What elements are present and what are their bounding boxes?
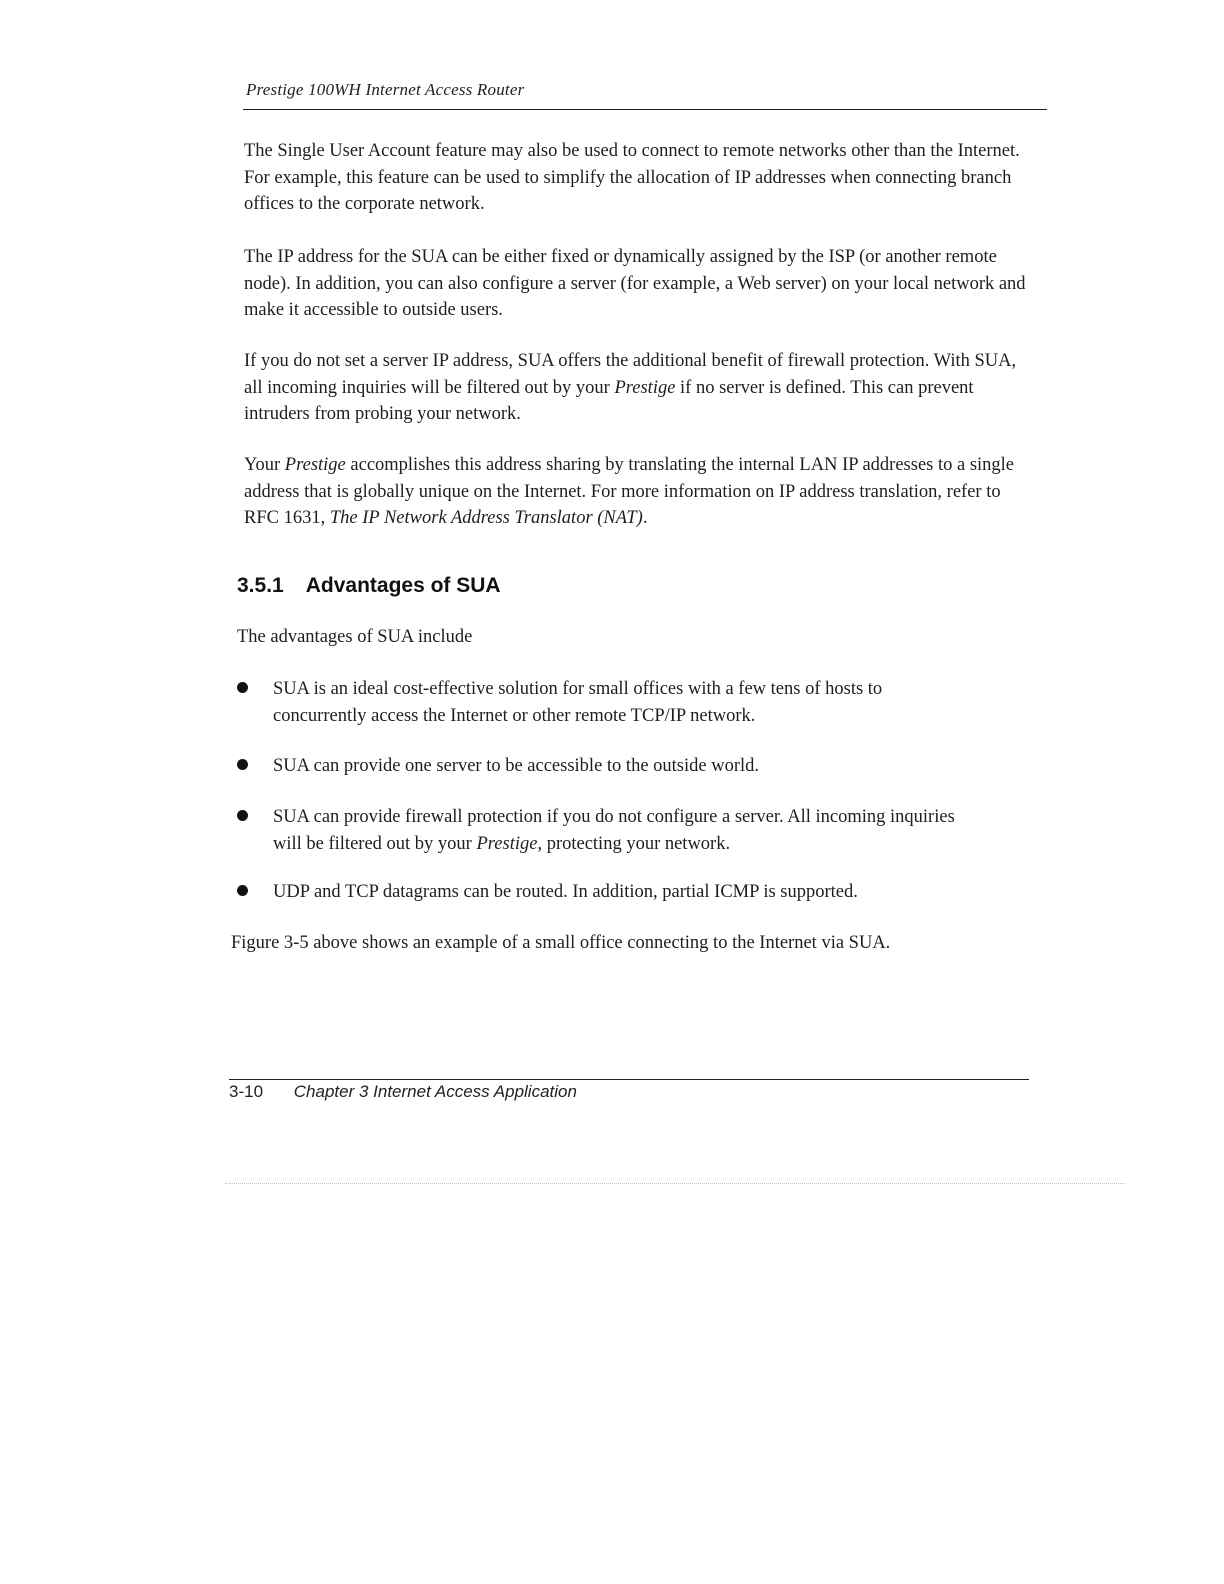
bullet-text-3-b: , protecting your network.: [537, 833, 731, 854]
paragraph-4-text-c: .: [642, 508, 648, 528]
bullet-text-3-a: SUA can provide firewall protection if you do not configure a server. All incoming inquiries will be filtered out by your: [273, 807, 955, 854]
paragraph-1: The Single User Account feature may also be used to connect to remote networks other than the Internet. For example, this feature can be used to simplify the allocation of IP addresses when connecting branch offices to the corporate network.: [244, 141, 1020, 214]
closing-paragraph: Figure 3-5 above shows an example of a small office connecting to the Internet via SUA.: [231, 933, 891, 953]
paragraph-4: [244, 452, 1034, 532]
bullet-dot-icon: [237, 759, 248, 770]
paragraph-4-rfc-title: The IP Network Address Translator (NAT): [329, 508, 643, 528]
paragraph-2: The IP address for the SUA can be either fixed or dynamically assigned by the ISP (or another remote node). In addition, you can also configure a server (for example, a Web server) on your local network and make it accessible to outside users.: [244, 247, 1026, 320]
bullet-text-1: SUA is an ideal cost-effective solution for small offices with a few tens of hosts to concurrently access the Internet or other remote TCP/IP network.: [273, 679, 883, 726]
chapter-title: Chapter 3 Internet Access Application: [293, 1082, 577, 1101]
page-footer: [229, 1082, 577, 1102]
paragraph-4-text-a: Your: [244, 455, 285, 475]
bullet-dot-icon: [237, 810, 248, 821]
bullet-dot-icon: [237, 885, 248, 896]
bullet-text-2: SUA can provide one server to be accessible to the outside world.: [273, 756, 760, 776]
paragraph-4-product-name: Prestige: [284, 455, 346, 475]
page-number: 3-10: [229, 1082, 264, 1101]
paragraph-4-text-b: accomplishes this address sharing by translating the internal LAN IP addresses to a single address that is globally unique on the Internet. For more information on IP address translation, refer to RFC 1631,: [244, 455, 1015, 528]
bullet-dot-icon: [237, 682, 248, 693]
scan-artifact-divider: [225, 1183, 1125, 1184]
running-header: Prestige 100WH Internet Access Router: [246, 80, 525, 99]
bullet-text-3: [273, 804, 973, 857]
paragraph-3-product-name: Prestige: [614, 377, 676, 398]
footer-rule: [229, 1079, 1029, 1080]
section-heading: [237, 574, 501, 598]
section-title: Advantages of SUA: [305, 574, 501, 597]
paragraph-3-text-a: If you do not set a server IP address, SUA offers the additional benefit of firewall protection. With SUA, all incoming inquiries will be filtered out by your: [244, 351, 1017, 398]
paragraph-3-text-b: if no server is defined. This can prevent intruders from probing your network.: [244, 377, 974, 424]
paragraph-3: [244, 348, 1034, 428]
section-number: 3.5.1: [237, 574, 284, 597]
bullet-text-4: UDP and TCP datagrams can be routed. In addition, partial ICMP is supported.: [273, 882, 858, 902]
header-rule: [243, 109, 1047, 110]
bullet-text-3-product-name: Prestige: [476, 833, 538, 854]
section-intro: The advantages of SUA include: [237, 627, 473, 647]
